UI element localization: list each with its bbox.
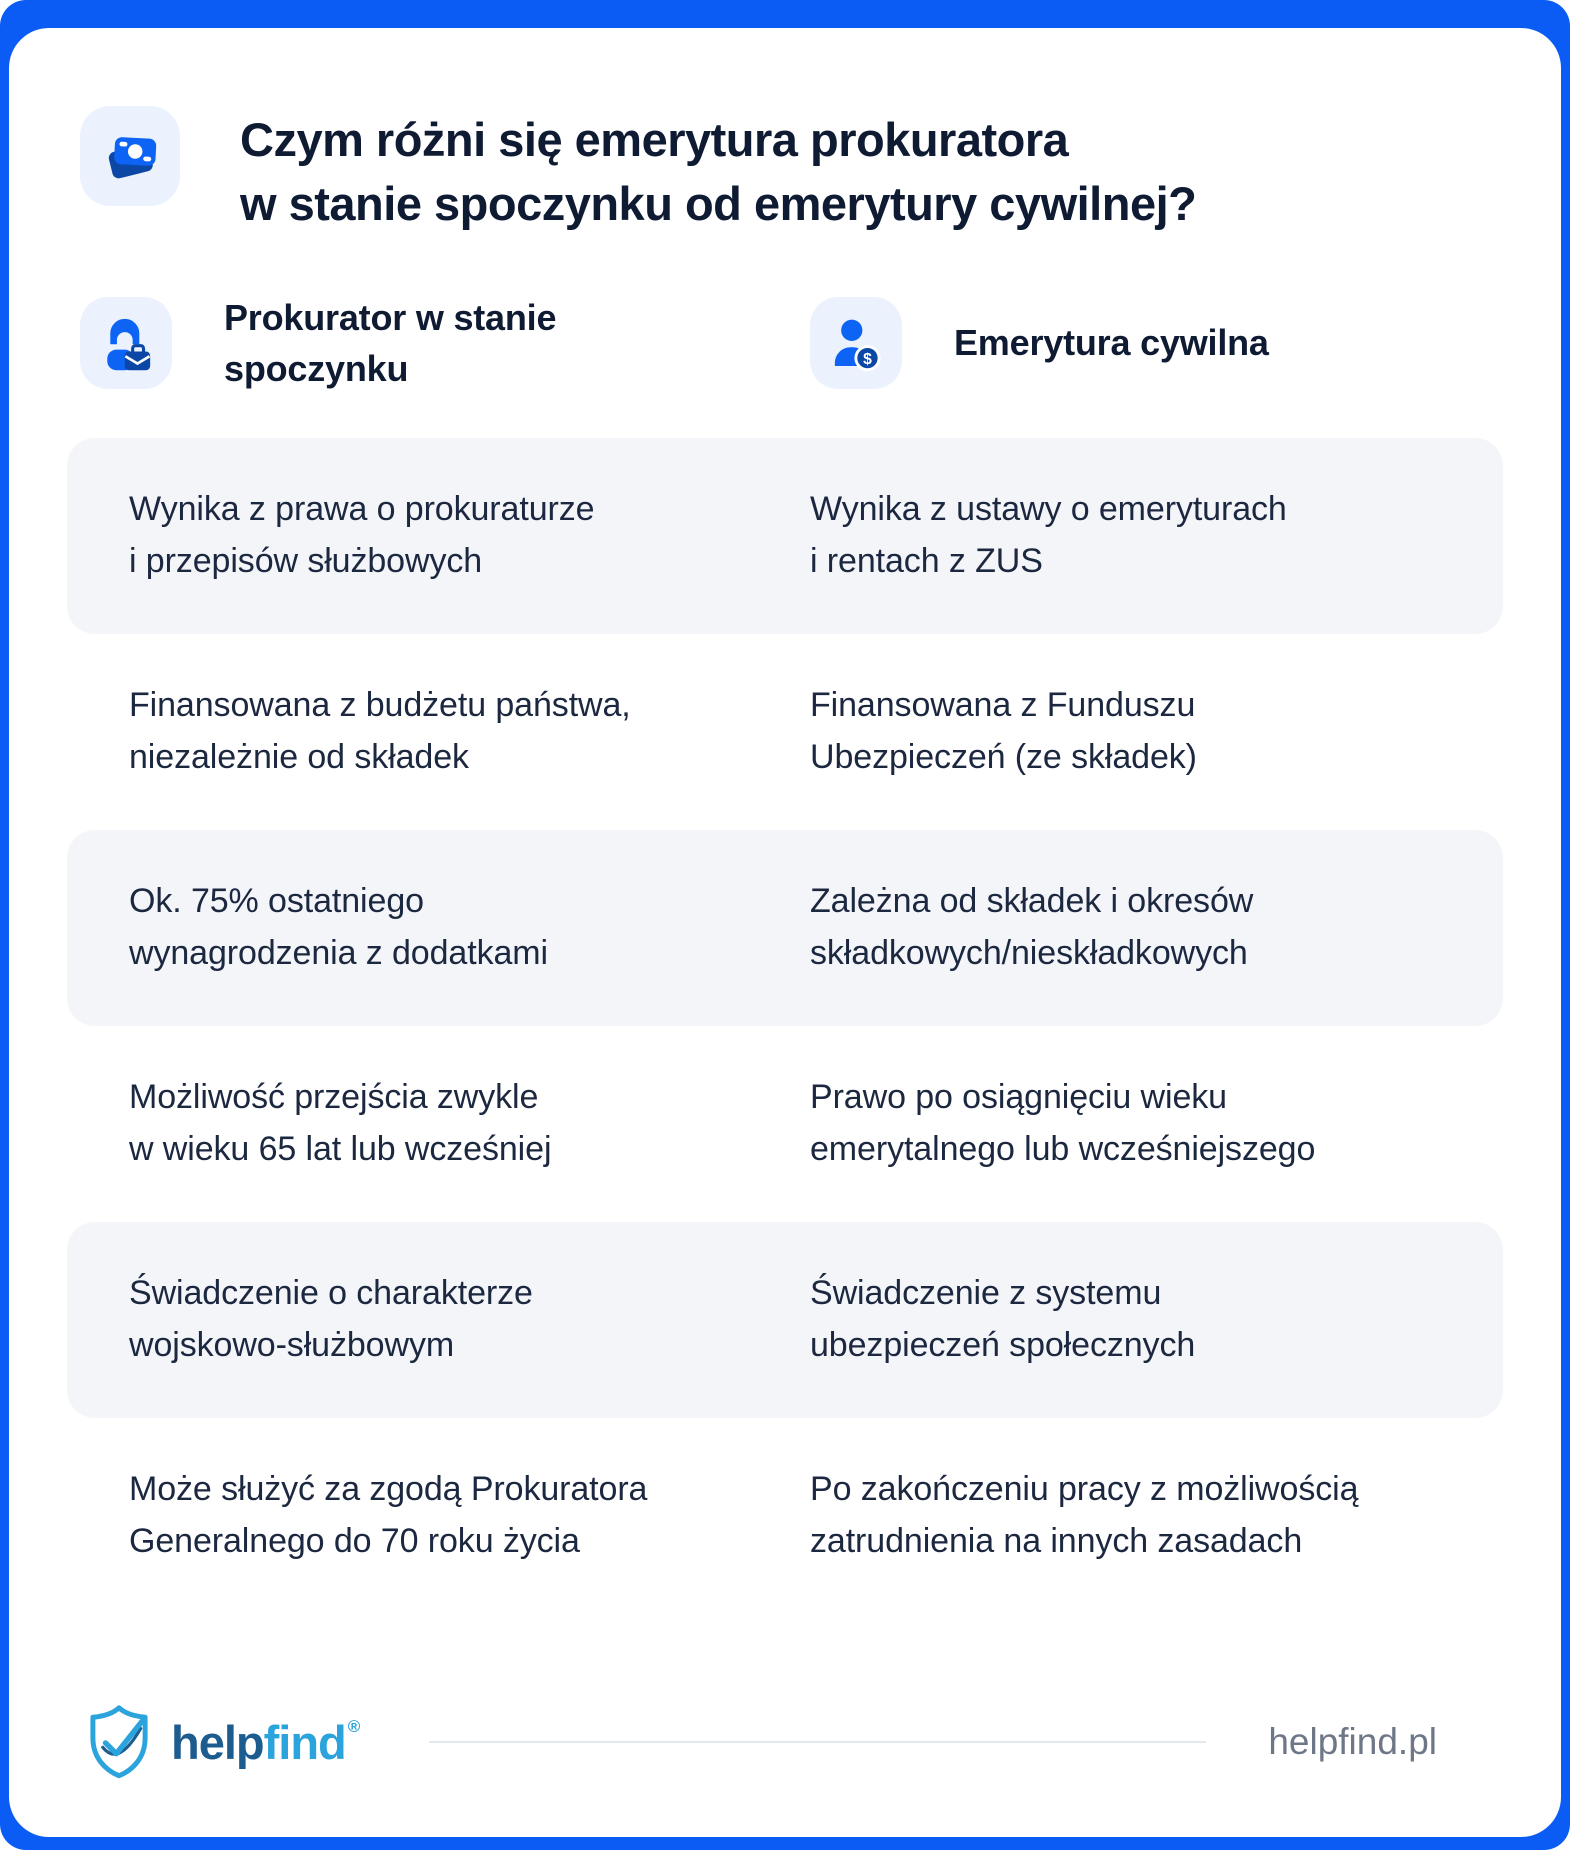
brand-wordmark — [171, 1715, 359, 1770]
column-header-prosecutor-label — [224, 292, 556, 394]
cell-prosecutor: Wynika z prawa o prokuraturze i przepisów służbowych — [129, 490, 595, 581]
banknotes-icon — [99, 125, 161, 187]
shield-check-icon — [83, 1703, 155, 1781]
cell-civil: Po zakończeniu pracy z możliwością zatrudnienia na innych zasadach — [810, 1470, 1359, 1561]
person-dollar-icon — [827, 314, 885, 372]
cell-civil: Finansowana z Funduszu Ubezpieczeń (ze składek) — [810, 686, 1197, 777]
cell-civil: Wynika z ustawy o emeryturach i rentach z ZUS — [810, 490, 1287, 581]
footer — [67, 1703, 1503, 1781]
column-header-civil-pension-label — [954, 317, 1269, 368]
table-row — [67, 830, 1503, 1026]
prosecutor-label-line-2: spoczynku — [224, 347, 409, 389]
page-title — [240, 106, 1196, 236]
table-row — [67, 1418, 1503, 1614]
cell-prosecutor: Możliwość przejścia zwykle w wieku 65 lat lub wcześniej — [129, 1078, 552, 1169]
title-section — [80, 106, 1503, 236]
svg-text:$: $ — [863, 351, 872, 369]
civil-pension-label: Emerytura cywilna — [954, 322, 1269, 364]
table-row — [67, 438, 1503, 634]
cell-civil: Świadczenie z systemu ubezpieczeń społecznych — [810, 1274, 1196, 1365]
cell-prosecutor: Świadczenie o charakterze wojskowo-służbowym — [129, 1274, 533, 1365]
table-row — [67, 1222, 1503, 1418]
cell-prosecutor: Ok. 75% ostatniego wynagrodzenia z dodatkami — [129, 882, 548, 973]
title-icon-tile — [80, 106, 180, 206]
cell-civil: Zależna od składek i okresów składkowych/nieskładkowych — [810, 882, 1254, 973]
brand-help: help — [171, 1715, 264, 1769]
brand-logo — [83, 1703, 359, 1781]
column-header-prosecutor — [67, 292, 810, 394]
prosecutor-briefcase-icon — [97, 314, 155, 372]
prosecutor-icon-tile — [80, 297, 172, 389]
comparison-table — [67, 438, 1503, 1614]
page-title-line-2: w stanie spoczynku od emerytury cywilnej? — [240, 176, 1197, 230]
infographic-card — [9, 28, 1561, 1837]
cell-prosecutor: Finansowana z budżetu państwa, niezależnie od składek — [129, 686, 631, 777]
footer-divider — [429, 1741, 1206, 1743]
cell-civil: Prawo po osiągnięciu wieku emerytalnego lub wcześniejszego — [810, 1078, 1316, 1169]
cell-prosecutor: Może służyć za zgodą Prokuratora Generalnego do 70 roku życia — [129, 1470, 648, 1561]
website-label: helpfind.pl — [1268, 1721, 1437, 1762]
page-title-line-1: Czym różni się emerytura prokuratora — [240, 113, 1069, 166]
brand-find: find — [263, 1715, 346, 1769]
table-row — [67, 1026, 1503, 1222]
civil-pension-icon-tile — [810, 297, 902, 389]
registered-mark: ® — [347, 1716, 360, 1736]
column-headers — [67, 292, 1503, 394]
column-header-civil-pension — [810, 292, 1503, 394]
table-row — [67, 634, 1503, 830]
prosecutor-label-line-1: Prokurator w stanie — [224, 296, 557, 338]
